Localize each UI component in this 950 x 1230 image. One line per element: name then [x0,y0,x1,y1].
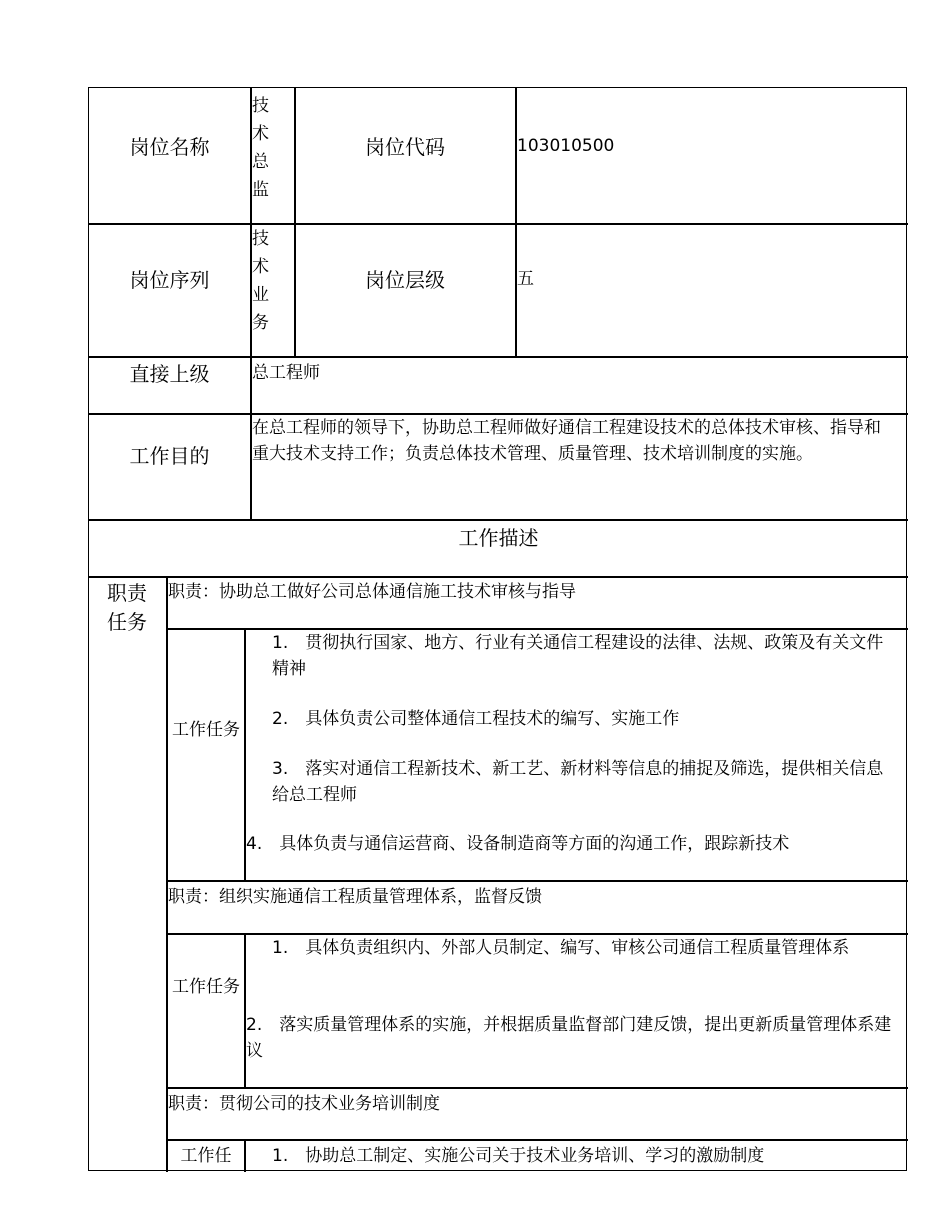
row-divider [167,1087,908,1089]
superior-value: 总工程师 [252,363,320,383]
position-level-label: 岗位层级 [365,268,445,292]
description-header: 工作描述 [458,526,539,550]
purpose-value: 在总工程师的领导下，协助总工程师做好通信工程建设技术的总体技术审核、指导和重大技术支持工作；负责总体技术管理、质量管理、技术培训制度的实施。 [252,418,881,464]
row-divider [167,1139,908,1141]
task-item: 4. 具体负责与通信运营商、设备制造商等方面的沟通工作，跟踪新技术 [246,834,790,854]
position-code-value: 103010500 [517,136,615,156]
position-code-label: 岗位代码 [365,135,445,159]
task-item: 1. 具体负责组织内、外部人员制定、编写、审核公司通信工程质量管理体系 [272,938,850,958]
task-label: 工作任 [180,1146,232,1166]
position-series-label: 岗位序列 [129,268,210,292]
task-item: 1. 协助总工制定、实施公司关于技术业务培训、学习的激励制度 [272,1146,765,1166]
position-name-value: 技术总监 [252,96,269,200]
superior-label: 直接上级 [129,362,210,386]
col-divider [294,88,296,356]
position-name-label: 岗位名称 [129,135,210,159]
duty-title: 职责：协助总工做好公司总体通信施工技术审核与指导 [168,582,576,602]
col-divider [166,576,168,1172]
position-series-value: 技术业务 [252,229,269,333]
duty-title: 职责：贯彻公司的技术业务培训制度 [168,1094,440,1114]
row-divider [89,223,908,225]
row-divider [89,519,908,521]
duty-label: 职责任务 [107,581,147,634]
task-item: 2. 落实质量管理体系的实施，并根据质量监督部门建反馈，提出更新质量管理体系建议 [246,1015,892,1061]
task-item: 1. 贯彻执行国家、地方、行业有关通信工程建设的法律、法规、政策及有关文件精神 [272,633,884,679]
col-divider [244,1139,246,1172]
task-item: 3. 落实对通信工程新技术、新工艺、新材料等信息的捕捉及筛选，提供相关信息给总工程师 [272,759,884,805]
row-divider [89,356,908,358]
col-divider [515,88,517,356]
task-label: 工作任务 [172,977,240,997]
job-description-table [88,87,907,1171]
task-label: 工作任务 [172,720,240,740]
position-level-value: 五 [517,269,534,289]
row-divider [167,880,908,882]
purpose-label: 工作目的 [129,444,210,468]
row-divider [89,576,908,578]
task-item: 2. 具体负责公司整体通信工程技术的编写、实施工作 [272,709,680,729]
duty-title: 职责：组织实施通信工程质量管理体系，监督反馈 [168,887,542,907]
